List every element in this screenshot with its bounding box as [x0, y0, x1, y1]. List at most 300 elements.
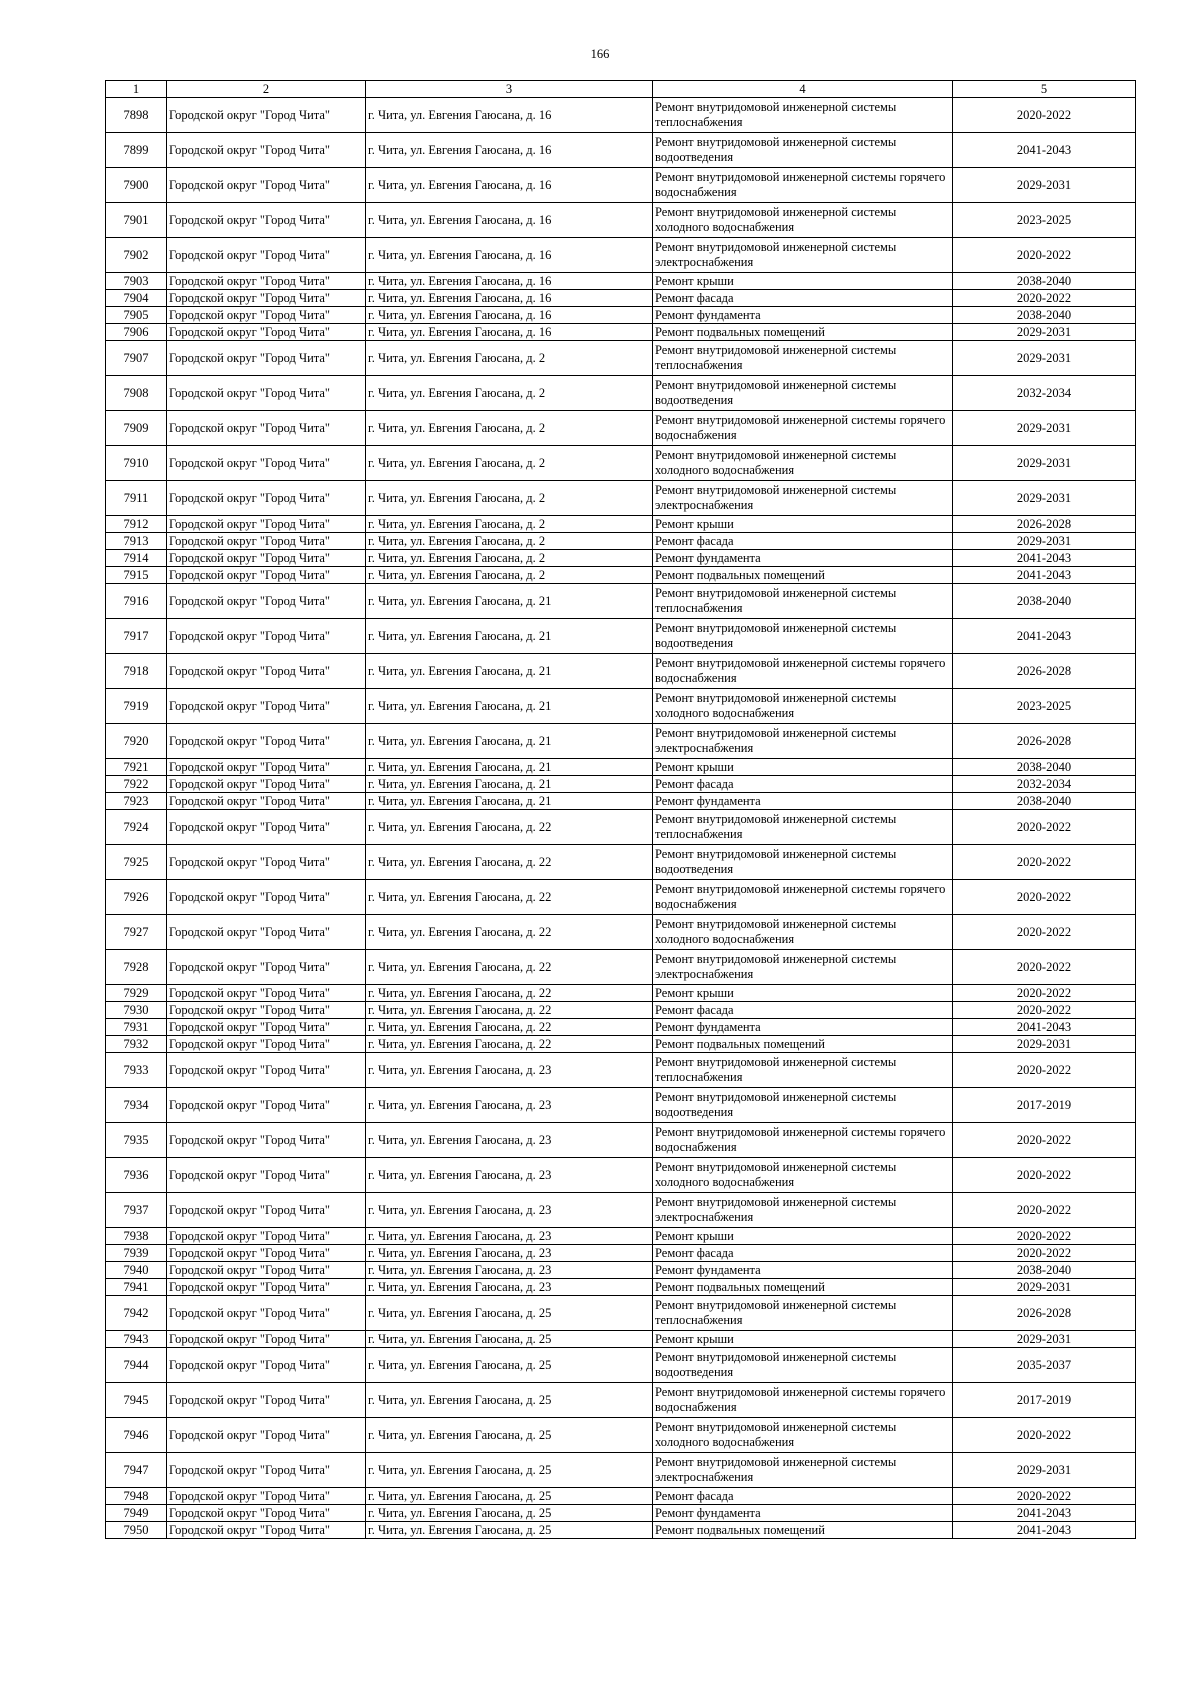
district-cell: Городской округ "Город Чита": [167, 411, 366, 446]
period-cell: 2020-2022: [953, 950, 1136, 985]
column-header-3: 3: [366, 81, 653, 98]
table-row: [106, 776, 1136, 793]
district-cell: Городской округ "Город Чита": [167, 985, 366, 1002]
address-cell: г. Чита, ул. Евгения Гаюсана, д. 25: [366, 1331, 653, 1348]
work-type-cell: Ремонт внутридомовой инженерной системы холодного водоснабжения: [653, 446, 953, 481]
row-number: 7937: [106, 1193, 167, 1228]
period-cell: 2038-2040: [953, 307, 1136, 324]
work-type-cell: Ремонт внутридомовой инженерной системы электроснабжения: [653, 238, 953, 273]
district-cell: Городской округ "Город Чита": [167, 324, 366, 341]
district-cell: Городской округ "Город Чита": [167, 1505, 366, 1522]
address-cell: г. Чита, ул. Евгения Гаюсана, д. 25: [366, 1488, 653, 1505]
district-cell: Городской округ "Город Чита": [167, 290, 366, 307]
work-type-cell: Ремонт внутридомовой инженерной системы водоотведения: [653, 1088, 953, 1123]
period-cell: 2023-2025: [953, 689, 1136, 724]
row-number: 7915: [106, 567, 167, 584]
district-cell: Городской округ "Город Чита": [167, 341, 366, 376]
address-cell: г. Чита, ул. Евгения Гаюсана, д. 25: [366, 1453, 653, 1488]
district-cell: Городской округ "Город Чита": [167, 533, 366, 550]
work-type-cell: Ремонт внутридомовой инженерной системы теплоснабжения: [653, 810, 953, 845]
work-type-cell: Ремонт фасада: [653, 1488, 953, 1505]
work-type-cell: Ремонт подвальных помещений: [653, 1036, 953, 1053]
period-cell: 2029-2031: [953, 1453, 1136, 1488]
table-row: [106, 793, 1136, 810]
row-number: 7899: [106, 133, 167, 168]
period-cell: 2026-2028: [953, 516, 1136, 533]
address-cell: г. Чита, ул. Евгения Гаюсана, д. 21: [366, 776, 653, 793]
district-cell: Городской округ "Город Чита": [167, 1331, 366, 1348]
district-cell: Городской округ "Город Чита": [167, 776, 366, 793]
district-cell: Городской округ "Город Чита": [167, 1088, 366, 1123]
district-cell: Городской округ "Город Чита": [167, 550, 366, 567]
row-number: 7933: [106, 1053, 167, 1088]
period-cell: 2029-2031: [953, 1331, 1136, 1348]
table-row: [106, 1088, 1136, 1123]
district-cell: Городской округ "Город Чита": [167, 1036, 366, 1053]
table-row: [106, 341, 1136, 376]
work-type-cell: Ремонт фундамента: [653, 550, 953, 567]
table-row: [106, 724, 1136, 759]
period-cell: 2041-2043: [953, 567, 1136, 584]
work-type-cell: Ремонт фундамента: [653, 793, 953, 810]
row-number: 7920: [106, 724, 167, 759]
row-number: 7927: [106, 915, 167, 950]
address-cell: г. Чита, ул. Евгения Гаюсана, д. 23: [366, 1123, 653, 1158]
period-cell: 2020-2022: [953, 1053, 1136, 1088]
work-type-cell: Ремонт крыши: [653, 1228, 953, 1245]
district-cell: Городской округ "Город Чита": [167, 1296, 366, 1331]
row-number: 7911: [106, 481, 167, 516]
row-number: 7922: [106, 776, 167, 793]
address-cell: г. Чита, ул. Евгения Гаюсана, д. 21: [366, 793, 653, 810]
district-cell: Городской округ "Город Чита": [167, 654, 366, 689]
district-cell: Городской округ "Город Чита": [167, 203, 366, 238]
column-header-2: 2: [167, 81, 366, 98]
address-cell: г. Чита, ул. Евгения Гаюсана, д. 23: [366, 1262, 653, 1279]
district-cell: Городской округ "Город Чита": [167, 446, 366, 481]
district-cell: Городской округ "Город Чита": [167, 950, 366, 985]
row-number: 7919: [106, 689, 167, 724]
district-cell: Городской округ "Город Чита": [167, 1488, 366, 1505]
row-number: 7901: [106, 203, 167, 238]
address-cell: г. Чита, ул. Евгения Гаюсана, д. 16: [366, 203, 653, 238]
work-type-cell: Ремонт фасада: [653, 1245, 953, 1262]
table-row: [106, 273, 1136, 290]
table-row: [106, 481, 1136, 516]
address-cell: г. Чита, ул. Евгения Гаюсана, д. 25: [366, 1522, 653, 1539]
district-cell: Городской округ "Город Чита": [167, 1383, 366, 1418]
table-row: [106, 1418, 1136, 1453]
period-cell: 2020-2022: [953, 810, 1136, 845]
period-cell: 2038-2040: [953, 793, 1136, 810]
district-cell: Городской округ "Город Чита": [167, 133, 366, 168]
work-schedule-table: [105, 80, 1136, 1539]
table-row: [106, 689, 1136, 724]
district-cell: Городской округ "Город Чита": [167, 845, 366, 880]
work-type-cell: Ремонт внутридомовой инженерной системы холодного водоснабжения: [653, 1418, 953, 1453]
work-type-cell: Ремонт внутридомовой инженерной системы горячего водоснабжения: [653, 168, 953, 203]
table-row: [106, 567, 1136, 584]
table-row: [106, 1123, 1136, 1158]
district-cell: Городской округ "Город Чита": [167, 724, 366, 759]
table-row: [106, 845, 1136, 880]
address-cell: г. Чита, ул. Евгения Гаюсана, д. 16: [366, 133, 653, 168]
district-cell: Городской округ "Город Чита": [167, 584, 366, 619]
period-cell: 2029-2031: [953, 481, 1136, 516]
district-cell: Городской округ "Город Чита": [167, 1002, 366, 1019]
address-cell: г. Чита, ул. Евгения Гаюсана, д. 23: [366, 1279, 653, 1296]
table-row: [106, 654, 1136, 689]
district-cell: Городской округ "Город Чита": [167, 1158, 366, 1193]
district-cell: Городской округ "Город Чита": [167, 1522, 366, 1539]
table-row: [106, 324, 1136, 341]
period-cell: 2020-2022: [953, 1002, 1136, 1019]
work-type-cell: Ремонт крыши: [653, 516, 953, 533]
period-cell: 2023-2025: [953, 203, 1136, 238]
district-cell: Городской округ "Город Чита": [167, 1245, 366, 1262]
row-number: 7940: [106, 1262, 167, 1279]
row-number: 7949: [106, 1505, 167, 1522]
district-cell: Городской округ "Город Чита": [167, 1262, 366, 1279]
district-cell: Городской округ "Город Чита": [167, 1453, 366, 1488]
work-type-cell: Ремонт подвальных помещений: [653, 1522, 953, 1539]
work-type-cell: Ремонт внутридомовой инженерной системы электроснабжения: [653, 1193, 953, 1228]
row-number: 7935: [106, 1123, 167, 1158]
table-row: [106, 1019, 1136, 1036]
period-cell: 2020-2022: [953, 1245, 1136, 1262]
row-number: 7936: [106, 1158, 167, 1193]
address-cell: г. Чита, ул. Евгения Гаюсана, д. 22: [366, 985, 653, 1002]
table-row: [106, 1002, 1136, 1019]
row-number: 7912: [106, 516, 167, 533]
period-cell: 2029-2031: [953, 1036, 1136, 1053]
period-cell: 2020-2022: [953, 290, 1136, 307]
period-cell: 2038-2040: [953, 759, 1136, 776]
row-number: 7942: [106, 1296, 167, 1331]
period-cell: 2041-2043: [953, 1505, 1136, 1522]
table-row: [106, 1296, 1136, 1331]
work-type-cell: Ремонт внутридомовой инженерной системы горячего водоснабжения: [653, 1383, 953, 1418]
work-type-cell: Ремонт фундамента: [653, 1019, 953, 1036]
table-row: [106, 950, 1136, 985]
table-row: [106, 1193, 1136, 1228]
row-number: 7914: [106, 550, 167, 567]
table-row: [106, 98, 1136, 133]
district-cell: Городской округ "Город Чита": [167, 1053, 366, 1088]
district-cell: Городской округ "Город Чита": [167, 238, 366, 273]
period-cell: 2032-2034: [953, 776, 1136, 793]
row-number: 7928: [106, 950, 167, 985]
address-cell: г. Чита, ул. Евгения Гаюсана, д. 25: [366, 1348, 653, 1383]
work-type-cell: Ремонт крыши: [653, 759, 953, 776]
district-cell: Городской округ "Город Чита": [167, 1193, 366, 1228]
work-type-cell: Ремонт фасада: [653, 1002, 953, 1019]
period-cell: 2029-2031: [953, 533, 1136, 550]
column-header-4: 4: [653, 81, 953, 98]
row-number: 7950: [106, 1522, 167, 1539]
address-cell: г. Чита, ул. Евгения Гаюсана, д. 25: [366, 1505, 653, 1522]
row-number: 7925: [106, 845, 167, 880]
period-cell: 2029-2031: [953, 1279, 1136, 1296]
row-number: 7926: [106, 880, 167, 915]
work-type-cell: Ремонт подвальных помещений: [653, 324, 953, 341]
address-cell: г. Чита, ул. Евгения Гаюсана, д. 2: [366, 516, 653, 533]
row-number: 7930: [106, 1002, 167, 1019]
address-cell: г. Чита, ул. Евгения Гаюсана, д. 2: [366, 411, 653, 446]
row-number: 7907: [106, 341, 167, 376]
address-cell: г. Чита, ул. Евгения Гаюсана, д. 21: [366, 619, 653, 654]
work-type-cell: Ремонт внутридомовой инженерной системы горячего водоснабжения: [653, 880, 953, 915]
district-cell: Городской округ "Город Чита": [167, 1279, 366, 1296]
address-cell: г. Чита, ул. Евгения Гаюсана, д. 2: [366, 481, 653, 516]
district-cell: Городской округ "Город Чита": [167, 689, 366, 724]
district-cell: Городской округ "Город Чита": [167, 376, 366, 411]
work-type-cell: Ремонт подвальных помещений: [653, 567, 953, 584]
table-row: [106, 915, 1136, 950]
row-number: 7903: [106, 273, 167, 290]
table-row: [106, 446, 1136, 481]
district-cell: Городской округ "Город Чита": [167, 1123, 366, 1158]
row-number: 7918: [106, 654, 167, 689]
work-type-cell: Ремонт внутридомовой инженерной системы теплоснабжения: [653, 584, 953, 619]
period-cell: 2026-2028: [953, 1296, 1136, 1331]
district-cell: Городской округ "Город Чита": [167, 810, 366, 845]
address-cell: г. Чита, ул. Евгения Гаюсана, д. 22: [366, 810, 653, 845]
period-cell: 2029-2031: [953, 168, 1136, 203]
table-row: [106, 1383, 1136, 1418]
address-cell: г. Чита, ул. Евгения Гаюсана, д. 25: [366, 1418, 653, 1453]
table-row: [106, 1262, 1136, 1279]
table-row: [106, 1505, 1136, 1522]
table-row: [106, 1453, 1136, 1488]
table-row: [106, 1488, 1136, 1505]
work-type-cell: Ремонт фасада: [653, 776, 953, 793]
district-cell: Городской округ "Город Чита": [167, 1348, 366, 1383]
work-type-cell: Ремонт крыши: [653, 985, 953, 1002]
district-cell: Городской округ "Город Чита": [167, 619, 366, 654]
address-cell: г. Чита, ул. Евгения Гаюсана, д. 25: [366, 1383, 653, 1418]
district-cell: Городской округ "Город Чита": [167, 567, 366, 584]
period-cell: 2038-2040: [953, 584, 1136, 619]
period-cell: 2029-2031: [953, 446, 1136, 481]
work-type-cell: Ремонт внутридомовой инженерной системы холодного водоснабжения: [653, 915, 953, 950]
work-type-cell: Ремонт крыши: [653, 1331, 953, 1348]
table-row: [106, 584, 1136, 619]
work-type-cell: Ремонт внутридомовой инженерной системы электроснабжения: [653, 950, 953, 985]
column-header-1: 1: [106, 81, 167, 98]
work-type-cell: Ремонт внутридомовой инженерной системы водоотведения: [653, 619, 953, 654]
address-cell: г. Чита, ул. Евгения Гаюсана, д. 16: [366, 98, 653, 133]
row-number: 7923: [106, 793, 167, 810]
row-number: 7913: [106, 533, 167, 550]
period-cell: 2020-2022: [953, 915, 1136, 950]
row-number: 7947: [106, 1453, 167, 1488]
table-row: [106, 1158, 1136, 1193]
work-type-cell: Ремонт внутридомовой инженерной системы теплоснабжения: [653, 341, 953, 376]
period-cell: 2041-2043: [953, 133, 1136, 168]
row-number: 7944: [106, 1348, 167, 1383]
address-cell: г. Чита, ул. Евгения Гаюсана, д. 25: [366, 1296, 653, 1331]
table-row: [106, 376, 1136, 411]
table-row: [106, 238, 1136, 273]
table-row: [106, 133, 1136, 168]
address-cell: г. Чита, ул. Евгения Гаюсана, д. 21: [366, 584, 653, 619]
row-number: 7929: [106, 985, 167, 1002]
row-number: 7910: [106, 446, 167, 481]
period-cell: 2029-2031: [953, 324, 1136, 341]
address-cell: г. Чита, ул. Евгения Гаюсана, д. 21: [366, 689, 653, 724]
table-row: [106, 1053, 1136, 1088]
row-number: 7946: [106, 1418, 167, 1453]
period-cell: 2032-2034: [953, 376, 1136, 411]
period-cell: 2020-2022: [953, 1488, 1136, 1505]
address-cell: г. Чита, ул. Евгения Гаюсана, д. 22: [366, 950, 653, 985]
row-number: 7921: [106, 759, 167, 776]
table-row: [106, 550, 1136, 567]
district-cell: Городской округ "Город Чита": [167, 481, 366, 516]
table-row: [106, 1279, 1136, 1296]
address-cell: г. Чита, ул. Евгения Гаюсана, д. 2: [366, 341, 653, 376]
row-number: 7902: [106, 238, 167, 273]
work-type-cell: Ремонт фундамента: [653, 307, 953, 324]
row-number: 7916: [106, 584, 167, 619]
address-cell: г. Чита, ул. Евгения Гаюсана, д. 16: [366, 168, 653, 203]
row-number: 7948: [106, 1488, 167, 1505]
period-cell: 2020-2022: [953, 1193, 1136, 1228]
row-number: 7943: [106, 1331, 167, 1348]
row-number: 7932: [106, 1036, 167, 1053]
table-row: [106, 1522, 1136, 1539]
row-number: 7900: [106, 168, 167, 203]
district-cell: Городской округ "Город Чита": [167, 880, 366, 915]
table-row: [106, 1348, 1136, 1383]
column-header-5: 5: [953, 81, 1136, 98]
period-cell: 2038-2040: [953, 1262, 1136, 1279]
work-type-cell: Ремонт внутридомовой инженерной системы водоотведения: [653, 1348, 953, 1383]
row-number: 7904: [106, 290, 167, 307]
row-number: 7924: [106, 810, 167, 845]
district-cell: Городской округ "Город Чита": [167, 759, 366, 776]
table-row: [106, 533, 1136, 550]
work-type-cell: Ремонт внутридомовой инженерной системы теплоснабжения: [653, 1053, 953, 1088]
work-type-cell: Ремонт фундамента: [653, 1505, 953, 1522]
period-cell: 2041-2043: [953, 1019, 1136, 1036]
table-body: [106, 98, 1136, 1539]
address-cell: г. Чита, ул. Евгения Гаюсана, д. 23: [366, 1193, 653, 1228]
period-cell: 2038-2040: [953, 273, 1136, 290]
work-type-cell: Ремонт внутридомовой инженерной системы электроснабжения: [653, 1453, 953, 1488]
period-cell: 2041-2043: [953, 619, 1136, 654]
address-cell: г. Чита, ул. Евгения Гаюсана, д. 2: [366, 446, 653, 481]
period-cell: 2041-2043: [953, 1522, 1136, 1539]
address-cell: г. Чита, ул. Евгения Гаюсана, д. 23: [366, 1053, 653, 1088]
row-number: 7906: [106, 324, 167, 341]
work-type-cell: Ремонт внутридомовой инженерной системы теплоснабжения: [653, 1296, 953, 1331]
table-row: [106, 619, 1136, 654]
row-number: 7938: [106, 1228, 167, 1245]
row-number: 7945: [106, 1383, 167, 1418]
period-cell: 2020-2022: [953, 1158, 1136, 1193]
work-type-cell: Ремонт внутридомовой инженерной системы холодного водоснабжения: [653, 689, 953, 724]
row-number: 7941: [106, 1279, 167, 1296]
period-cell: 2020-2022: [953, 880, 1136, 915]
period-cell: 2020-2022: [953, 985, 1136, 1002]
district-cell: Городской округ "Город Чита": [167, 915, 366, 950]
district-cell: Городской округ "Город Чита": [167, 307, 366, 324]
table-row: [106, 203, 1136, 238]
address-cell: г. Чита, ул. Евгения Гаюсана, д. 22: [366, 880, 653, 915]
work-type-cell: Ремонт внутридомовой инженерной системы электроснабжения: [653, 724, 953, 759]
work-type-cell: Ремонт внутридомовой инженерной системы теплоснабжения: [653, 98, 953, 133]
address-cell: г. Чита, ул. Евгения Гаюсана, д. 23: [366, 1088, 653, 1123]
work-type-cell: Ремонт внутридомовой инженерной системы горячего водоснабжения: [653, 411, 953, 446]
work-type-cell: Ремонт внутридомовой инженерной системы горячего водоснабжения: [653, 1123, 953, 1158]
address-cell: г. Чита, ул. Евгения Гаюсана, д. 21: [366, 654, 653, 689]
row-number: 7934: [106, 1088, 167, 1123]
row-number: 7905: [106, 307, 167, 324]
address-cell: г. Чита, ул. Евгения Гаюсана, д. 23: [366, 1245, 653, 1262]
period-cell: 2026-2028: [953, 654, 1136, 689]
row-number: 7908: [106, 376, 167, 411]
district-cell: Городской округ "Город Чита": [167, 1019, 366, 1036]
district-cell: Городской округ "Город Чита": [167, 168, 366, 203]
address-cell: г. Чита, ул. Евгения Гаюсана, д. 23: [366, 1158, 653, 1193]
address-cell: г. Чита, ул. Евгения Гаюсана, д. 16: [366, 273, 653, 290]
work-type-cell: Ремонт внутридомовой инженерной системы электроснабжения: [653, 481, 953, 516]
district-cell: Городской округ "Город Чита": [167, 1418, 366, 1453]
address-cell: г. Чита, ул. Евгения Гаюсана, д. 16: [366, 290, 653, 307]
address-cell: г. Чита, ул. Евгения Гаюсана, д. 2: [366, 533, 653, 550]
table-row: [106, 307, 1136, 324]
district-cell: Городской округ "Город Чита": [167, 516, 366, 533]
address-cell: г. Чита, ул. Евгения Гаюсана, д. 16: [366, 307, 653, 324]
address-cell: г. Чита, ул. Евгения Гаюсана, д. 2: [366, 550, 653, 567]
row-number: 7909: [106, 411, 167, 446]
table-row: [106, 759, 1136, 776]
address-cell: г. Чита, ул. Евгения Гаюсана, д. 22: [366, 1019, 653, 1036]
work-type-cell: Ремонт внутридомовой инженерной системы водоотведения: [653, 845, 953, 880]
work-type-cell: Ремонт фасада: [653, 533, 953, 550]
district-cell: Городской округ "Город Чита": [167, 1228, 366, 1245]
table-row: [106, 1228, 1136, 1245]
period-cell: 2020-2022: [953, 1418, 1136, 1453]
row-number: 7939: [106, 1245, 167, 1262]
work-type-cell: Ремонт внутридомовой инженерной системы горячего водоснабжения: [653, 654, 953, 689]
district-cell: Городской округ "Город Чита": [167, 273, 366, 290]
period-cell: 2029-2031: [953, 341, 1136, 376]
row-number: 7917: [106, 619, 167, 654]
work-type-cell: Ремонт фасада: [653, 290, 953, 307]
address-cell: г. Чита, ул. Евгения Гаюсана, д. 16: [366, 238, 653, 273]
period-cell: 2020-2022: [953, 98, 1136, 133]
work-type-cell: Ремонт внутридомовой инженерной системы водоотведения: [653, 133, 953, 168]
work-type-cell: Ремонт внутридомовой инженерной системы холодного водоснабжения: [653, 203, 953, 238]
period-cell: 2020-2022: [953, 1123, 1136, 1158]
row-number: 7931: [106, 1019, 167, 1036]
period-cell: 2020-2022: [953, 845, 1136, 880]
address-cell: г. Чита, ул. Евгения Гаюсана, д. 22: [366, 845, 653, 880]
address-cell: г. Чита, ул. Евгения Гаюсана, д. 21: [366, 759, 653, 776]
work-type-cell: Ремонт внутридомовой инженерной системы холодного водоснабжения: [653, 1158, 953, 1193]
table-row: [106, 1245, 1136, 1262]
period-cell: 2035-2037: [953, 1348, 1136, 1383]
period-cell: 2020-2022: [953, 238, 1136, 273]
district-cell: Городской округ "Город Чита": [167, 98, 366, 133]
period-cell: 2017-2019: [953, 1088, 1136, 1123]
table-row: [106, 168, 1136, 203]
address-cell: г. Чита, ул. Евгения Гаюсана, д. 22: [366, 1002, 653, 1019]
address-cell: г. Чита, ул. Евгения Гаюсана, д. 22: [366, 1036, 653, 1053]
